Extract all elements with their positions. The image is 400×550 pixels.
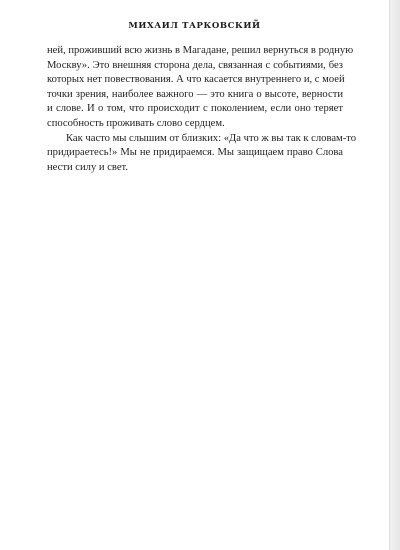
paragraph-2 (47, 132, 357, 176)
paragraph-1 (47, 44, 354, 132)
text-line: Москву». Это внешняя сторона дела, связанная с событиями, без (47, 59, 343, 71)
page-edge-shadow (389, 0, 400, 550)
body-text (47, 44, 357, 175)
text-line: способность проживать слово сердцем. (47, 117, 225, 129)
running-head-author: МИХАИЛ ТАРКОВСКИЙ (128, 21, 261, 31)
text-line: точки зрения, наиболее важного — это книга о высоте, верности (47, 88, 343, 100)
text-line: Как часто мы слышим от близких: «Да что ж вы так к словам-то (66, 132, 357, 144)
text-line: нести силу и свет. (47, 161, 129, 173)
text-line: которых нет повествования. А что касается внутреннего и, с моей (47, 74, 345, 86)
text-line: придираетесь!» Мы не придираемся. Мы защищаем право Слова (47, 147, 343, 159)
text-line: и слове. И о том, что происходит с поколением, если оно теряет (47, 103, 343, 115)
text-line: ней, проживший всю жизнь в Магадане, решил вернуться в родную (47, 45, 354, 56)
